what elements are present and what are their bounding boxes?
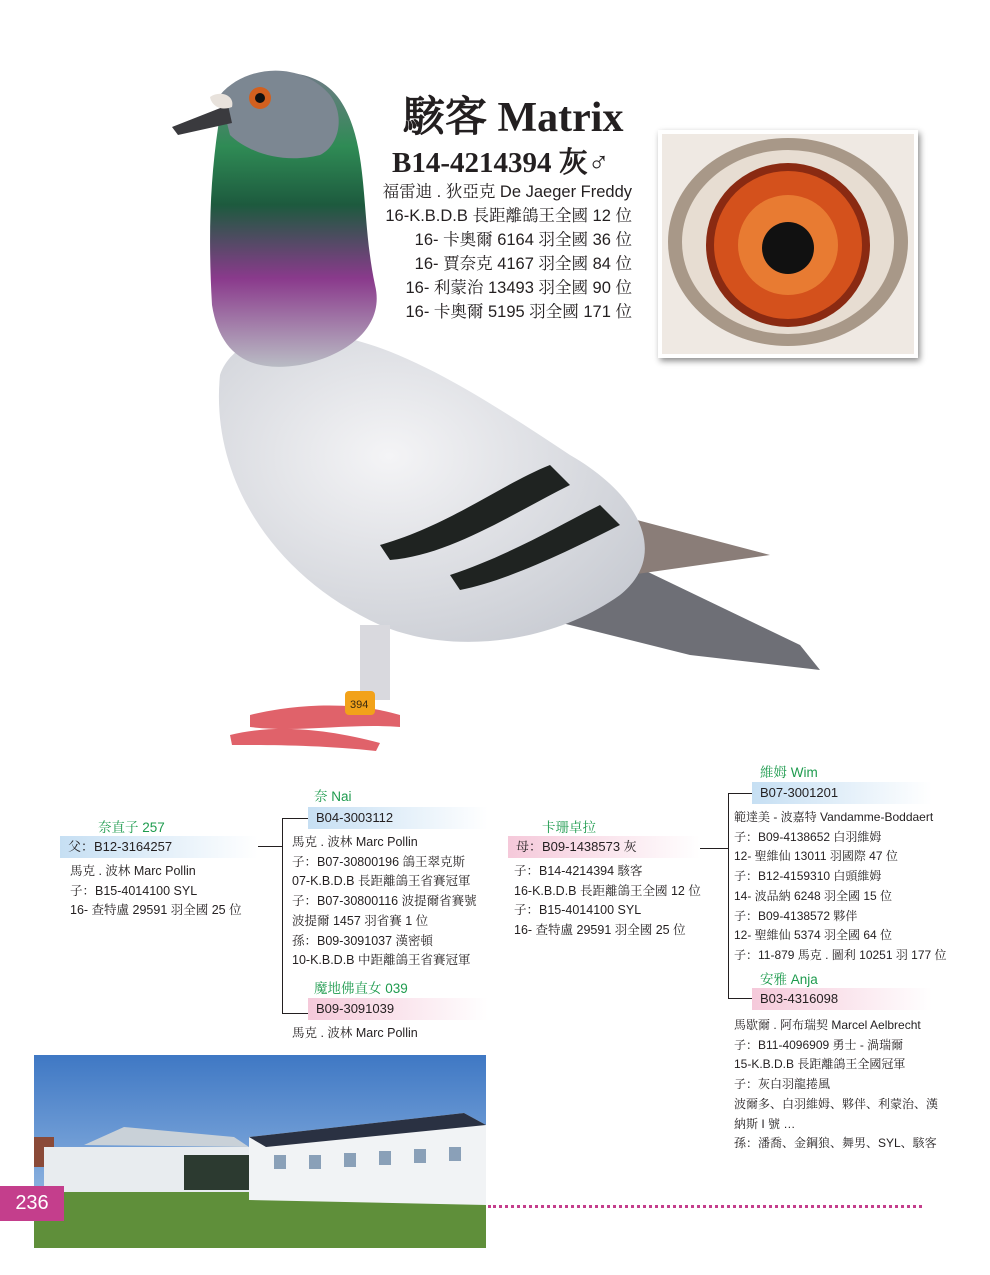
sire-ring: 父：B12-3164257 (60, 836, 258, 858)
pigeon-ring-number: B14-4214394 灰♂ (392, 147, 610, 179)
detail-line: 子：B07-30800196 鴿王翠克斯 (292, 854, 465, 869)
dotted-rule (488, 1205, 922, 1208)
detail-line: 馬歇爾 . 阿布瑞契 Marcel Aelbrecht (734, 1018, 921, 1032)
detail-line: 子：B14-4214394 駭客 (514, 864, 643, 878)
detail-line: 子：B15-4014100 SYL (70, 883, 198, 898)
dam-sire-details (734, 808, 947, 966)
page-number: 236 (0, 1186, 64, 1221)
dam-ring: 母：B09-1438573 灰 (508, 836, 700, 858)
sire-sire-ring: B04-3003112 (308, 807, 488, 829)
detail-line: 16-K.B.D.B 長距離鴿王全國 12 位 (514, 883, 701, 898)
detail-line: 16- 查特盧 29591 羽全國 25 位 (514, 923, 686, 938)
sire-sire-name: 奈 Nai (314, 789, 352, 804)
detail-line: 子：B07-30800116 波提爾省賽號 (292, 894, 477, 909)
detail-line: 波提爾 1457 羽省賽 1 位 (292, 913, 429, 928)
detail-line: 範達美 - 波嘉特 Vandamme-Boddaert (734, 810, 934, 824)
detail-line: 馬克 . 波林 Marc Pollin (292, 835, 418, 849)
detail-line: 子：灰白羽龍捲風 (734, 1077, 831, 1092)
detail-line: 納斯 I 號 … (734, 1116, 796, 1131)
detail-line: 子：11-879 馬克 . 圖利 10251 羽 177 位 (734, 947, 947, 962)
detail-line: 12- 聖維仙 5374 羽全國 64 位 (734, 928, 893, 943)
pigeon-info (383, 180, 632, 324)
dam-dam-details (734, 1016, 938, 1154)
detail-line: 14- 波品納 6248 羽全國 15 位 (734, 888, 893, 903)
dam-sire-name: 維姆 Wim (760, 765, 818, 780)
sire-sire-details (292, 833, 477, 971)
ring-tag-text: 394 (350, 699, 369, 711)
pigeon-name: 駭客 Matrix (403, 95, 624, 141)
sire-dam-name: 魔地佛直女 039 (314, 981, 408, 996)
sire-name: 奈直子 257 (98, 820, 165, 835)
detail-line: 波爾多、白羽維姆、夥伴、利蒙治、漢 (734, 1096, 939, 1111)
detail-line: 子：B11-4096909 勇士 - 渦瑞爾 (734, 1037, 904, 1052)
eye-photo (658, 130, 918, 358)
dam-details (514, 862, 701, 941)
info-line: 福雷迪 . 狄亞克 De Jaeger Freddy (382, 183, 632, 201)
detail-line: 孫：B09-3091037 漢密頓 (292, 933, 434, 948)
dam-name: 卡珊卓拉 (542, 820, 596, 835)
detail-line: 馬克 . 波林 Marc Pollin (70, 864, 196, 878)
info-line: 16-K.B.D.B 長距離鴿王全國 12 位 (385, 207, 632, 225)
info-line: 16- 賈奈克 4167 羽全國 84 位 (414, 255, 632, 273)
detail-line: 孫：潘喬、金鋼狼、舞男、SYL、駭客 (734, 1136, 937, 1151)
dam-dam-ring: B03-4316098 (752, 988, 932, 1010)
detail-line: 馬克 . 波林 Marc Pollin (292, 1026, 418, 1040)
detail-line: 子：B09-4138572 夥伴 (734, 908, 858, 923)
detail-line: 16- 查特盧 29591 羽全國 25 位 (70, 903, 242, 918)
sire-dam-ring: B09-3091039 (308, 998, 488, 1020)
info-line: 16- 卡奧爾 5195 羽全國 171 位 (405, 303, 632, 321)
detail-line: 12- 聖維仙 13011 羽國際 47 位 (734, 849, 898, 864)
detail-line: 10-K.B.D.B 中距離鴿王省賽冠軍 (292, 953, 471, 968)
loft-photo (34, 1055, 486, 1248)
detail-line: 子：B12-4159310 白頭維姆 (734, 869, 882, 884)
detail-line: 07-K.B.D.B 長距離鴿王省賽冠軍 (292, 874, 471, 889)
detail-line: 子：B15-4014100 SYL (514, 903, 642, 918)
info-line: 16- 利蒙治 13493 羽全國 90 位 (405, 279, 632, 297)
info-line: 16- 卡奧爾 6164 羽全國 36 位 (414, 231, 632, 249)
detail-line: 子：B09-4138652 白羽維姆 (734, 829, 882, 844)
sire-dam-details (292, 1024, 418, 1044)
sire-details (70, 862, 242, 921)
dam-dam-name: 安雅 Anja (760, 972, 818, 987)
detail-line: 15-K.B.D.B 長距離鴿王全國冠軍 (734, 1057, 906, 1072)
dam-sire-ring: B07-3001201 (752, 782, 932, 804)
